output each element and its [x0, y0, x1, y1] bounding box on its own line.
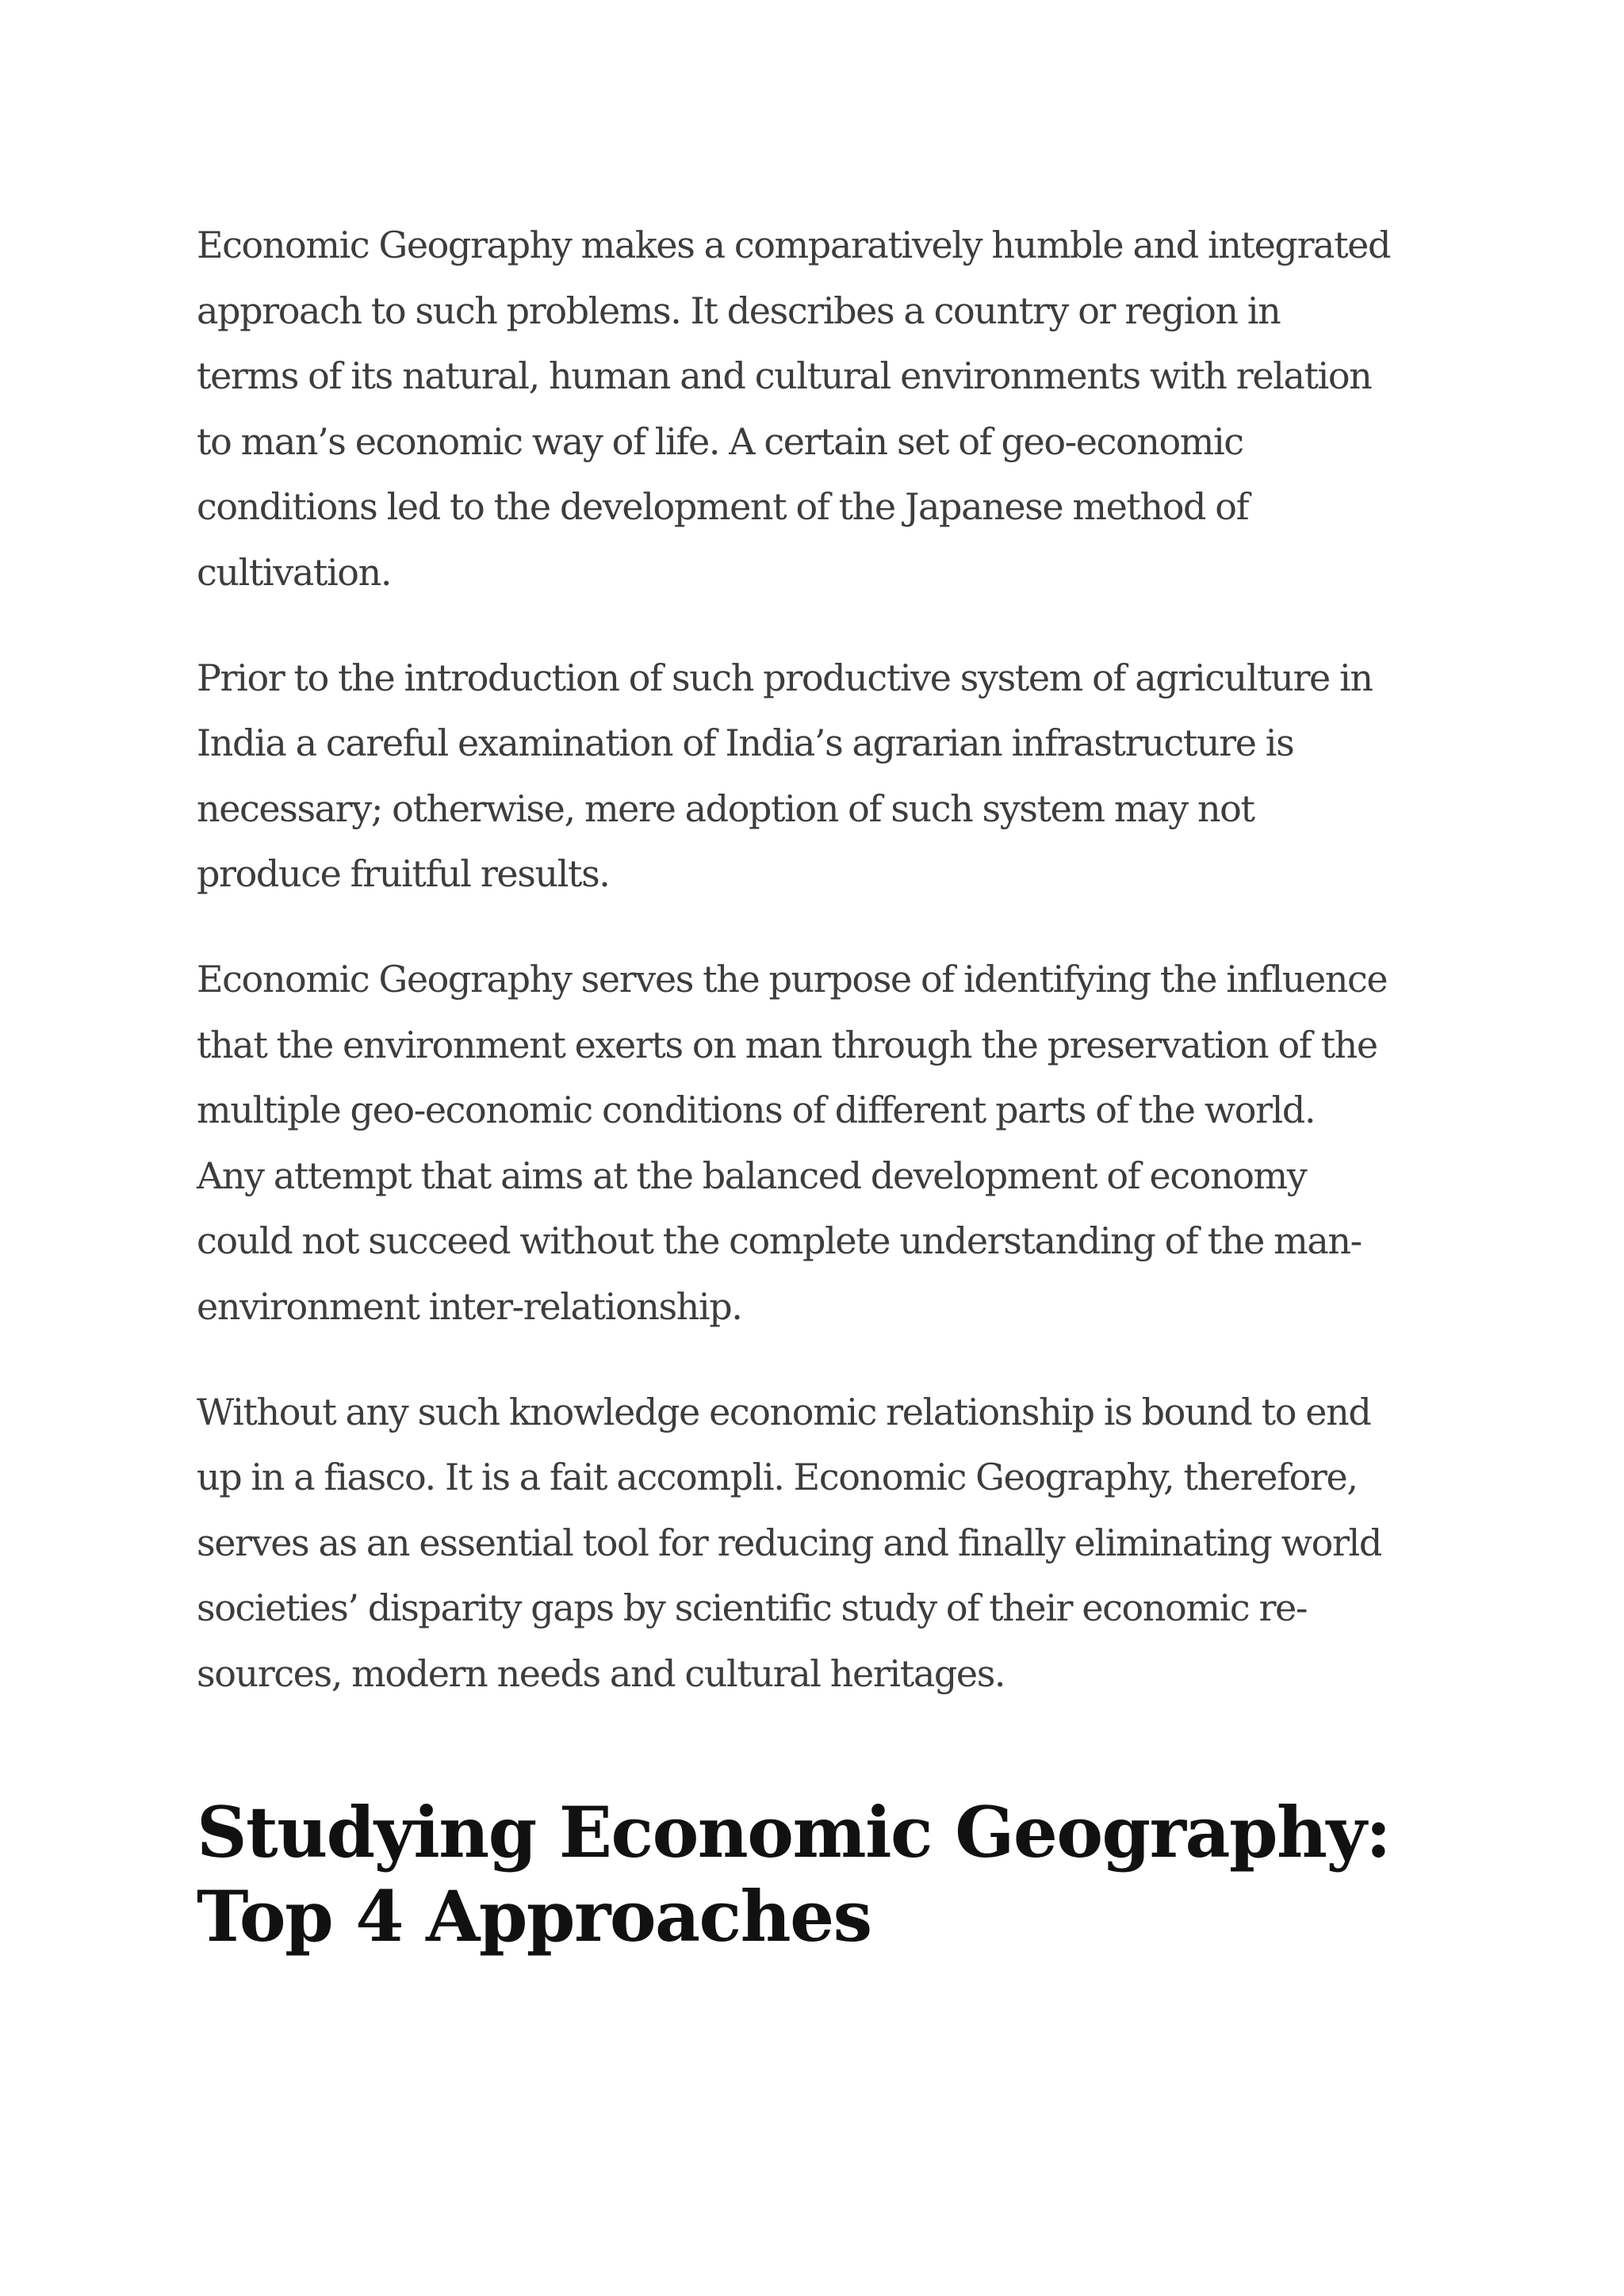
paragraph-line: conditions led to the development of the Japanese method of [197, 485, 1249, 529]
section-heading [197, 1790, 1505, 1958]
paragraph-line: environment inter-relationship. [197, 1284, 742, 1328]
paragraph-1 [197, 212, 1465, 606]
paragraph-line: approach to such problems. It describes a country or region in [197, 289, 1281, 332]
paragraph-line: serves as an essential tool for reducing and finally eliminating world [197, 1521, 1381, 1564]
paragraph-line: Prior to the introduction of such productive system of agriculture in [197, 656, 1373, 699]
paragraph-line: multiple geo-economic conditions of different parts of the world. [197, 1089, 1316, 1132]
paragraph-4 [197, 1380, 1465, 1707]
paragraph-line: produce fruitful results. [197, 852, 610, 896]
paragraph-line: India a careful examination of India’s agrarian infrastructure is [197, 721, 1294, 765]
paragraph-line: sources, modern needs and cultural heritages. [197, 1651, 1005, 1695]
paragraph-line: Without any such knowledge economic relationship is bound to end [197, 1390, 1371, 1433]
paragraph-line: Economic Geography serves the purpose of identifying the influence [197, 957, 1388, 1001]
paragraph-line: up in a fiasco. It is a fait accompli. Economic Geography, therefore, [197, 1456, 1358, 1499]
paragraph-line: that the environment exerts on man through the preservation of the [197, 1023, 1377, 1066]
heading-line-1: Studying Economic Geography: [197, 1791, 1391, 1873]
paragraph-line: to man’s economic way of life. A certain set of geo-economic [197, 419, 1243, 463]
paragraph-line: could not succeed without the complete understanding of the man- [197, 1219, 1362, 1263]
paragraph-3 [197, 947, 1465, 1340]
heading-line-2: Top 4 Approaches [197, 1875, 871, 1957]
paragraph-line: necessary; otherwise, mere adoption of such system may not [197, 786, 1254, 830]
paragraph-line: Any attempt that aims at the balanced development of economy [197, 1154, 1307, 1197]
article-body [197, 212, 1465, 1746]
paragraph-line: Economic Geography makes a comparatively humble and integrated [197, 224, 1391, 266]
paragraph-line: societies’ disparity gaps by scientific study of their economic re- [197, 1586, 1307, 1630]
paragraph-2 [197, 645, 1465, 907]
paragraph-line: terms of its natural, human and cultural environments with relation [197, 354, 1372, 398]
paragraph-line: cultivation. [197, 550, 392, 594]
